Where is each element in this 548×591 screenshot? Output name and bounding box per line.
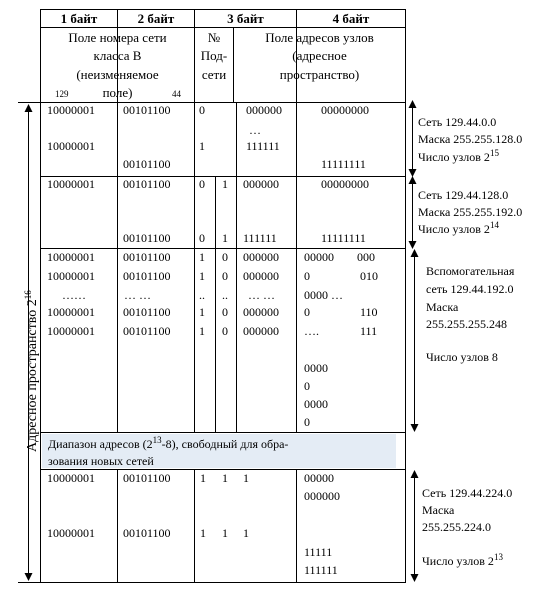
table-cell: 110 <box>360 305 378 319</box>
table-cell: 00101100 <box>123 305 171 319</box>
table-cell: 0 <box>304 379 310 393</box>
table-cell: 0 <box>304 415 310 429</box>
table-cell: 10000001 <box>47 471 95 485</box>
table-cell: 0 <box>199 231 205 245</box>
table-cell: 10000001 <box>47 305 95 319</box>
table-cell: 111 <box>360 324 378 338</box>
table-cell: 00000 <box>304 250 334 264</box>
header-byte-4: 4 байт <box>332 11 370 26</box>
table-cell: 11111111 <box>321 231 366 245</box>
table-cell: 1 <box>243 526 249 540</box>
header-byte-2: 2 байт <box>137 11 175 26</box>
table-cell: 1 <box>199 250 205 264</box>
table-cell: 000 <box>357 250 375 264</box>
table-cell: 1 <box>200 471 206 485</box>
table-cell: 0 <box>199 103 205 117</box>
table-cell: 000000 <box>246 103 282 117</box>
table-cell: 0000 <box>304 361 328 375</box>
table-cell: …. <box>304 324 319 338</box>
table-cell: 1 <box>199 139 205 153</box>
table-cell: .. <box>222 288 228 302</box>
table-cell: 000000 <box>243 324 279 338</box>
table-cell: 11111111 <box>321 157 366 171</box>
table-cell: 10000001 <box>47 177 95 191</box>
table-cell: 00000000 <box>321 177 369 191</box>
table-cell: 1 <box>199 269 205 283</box>
table-cell: 010 <box>360 269 378 283</box>
second-octet-value: 44 <box>172 89 181 99</box>
table-cell: 00000000 <box>321 103 369 117</box>
table-cell: 0000 … <box>304 288 343 302</box>
table-cell: 000000 <box>304 489 340 503</box>
table-cell: 10000001 <box>47 103 95 117</box>
table-cell: 10000001 <box>47 324 95 338</box>
table-cell: 0 <box>304 269 310 283</box>
table-cell: 10000001 <box>47 269 95 283</box>
table-cell: 1 <box>199 324 205 338</box>
table-cell: 0000 <box>304 397 328 411</box>
table-cell: 0 <box>199 177 205 191</box>
table-cell: 10000001 <box>47 250 95 264</box>
table-cell: 111111 <box>246 139 280 153</box>
table-cell: … … <box>124 288 151 302</box>
table-cell: 0 <box>222 305 228 319</box>
table-cell: …… <box>62 288 86 302</box>
table-cell: .. <box>199 288 205 302</box>
header-byte-3: 3 байт <box>227 11 264 26</box>
first-octet-value: 129 <box>55 89 69 99</box>
table-cell: 111111 <box>243 231 277 245</box>
table-cell: 1 <box>199 305 205 319</box>
address-space-label: Адресное пространство $2^{16}$ <box>23 290 40 452</box>
table-cell: 0 <box>222 250 228 264</box>
table-cell: 0 <box>304 305 310 319</box>
table-cell: 000000 <box>243 177 279 191</box>
table-cell: 00101100 <box>123 324 171 338</box>
table-cell: 10000001 <box>47 139 95 153</box>
table-cell: 00101100 <box>123 471 171 485</box>
table-cell: 1 <box>222 526 228 540</box>
table-cell: … … <box>248 288 275 302</box>
table-cell: 00101100 <box>123 250 171 264</box>
table-cell: 1 <box>222 231 228 245</box>
table-cell: 00101100 <box>123 177 171 191</box>
table-cell: 1 <box>222 471 228 485</box>
table-cell: 000000 <box>243 269 279 283</box>
table-cell: 111111 <box>304 563 338 577</box>
table-cell: 00101100 <box>123 231 171 245</box>
table-cell: 00101100 <box>123 157 171 171</box>
table-cell: 00101100 <box>123 526 171 540</box>
table-cell: 00101100 <box>123 103 171 117</box>
table-cell: 0 <box>222 269 228 283</box>
table-cell: 1 <box>222 177 228 191</box>
table-cell: 1 <box>200 526 206 540</box>
table-cell: 0 <box>222 324 228 338</box>
table-cell: 000000 <box>243 305 279 319</box>
table-cell: 10000001 <box>47 526 95 540</box>
table-cell: 00000 <box>304 471 334 485</box>
table-cell: 00101100 <box>123 269 171 283</box>
table-cell: 1 <box>243 471 249 485</box>
table-cell: 11111 <box>304 545 333 559</box>
table-cell: … <box>249 123 261 137</box>
header-byte-1: 1 байт <box>60 11 98 26</box>
table-cell: 000000 <box>243 250 279 264</box>
